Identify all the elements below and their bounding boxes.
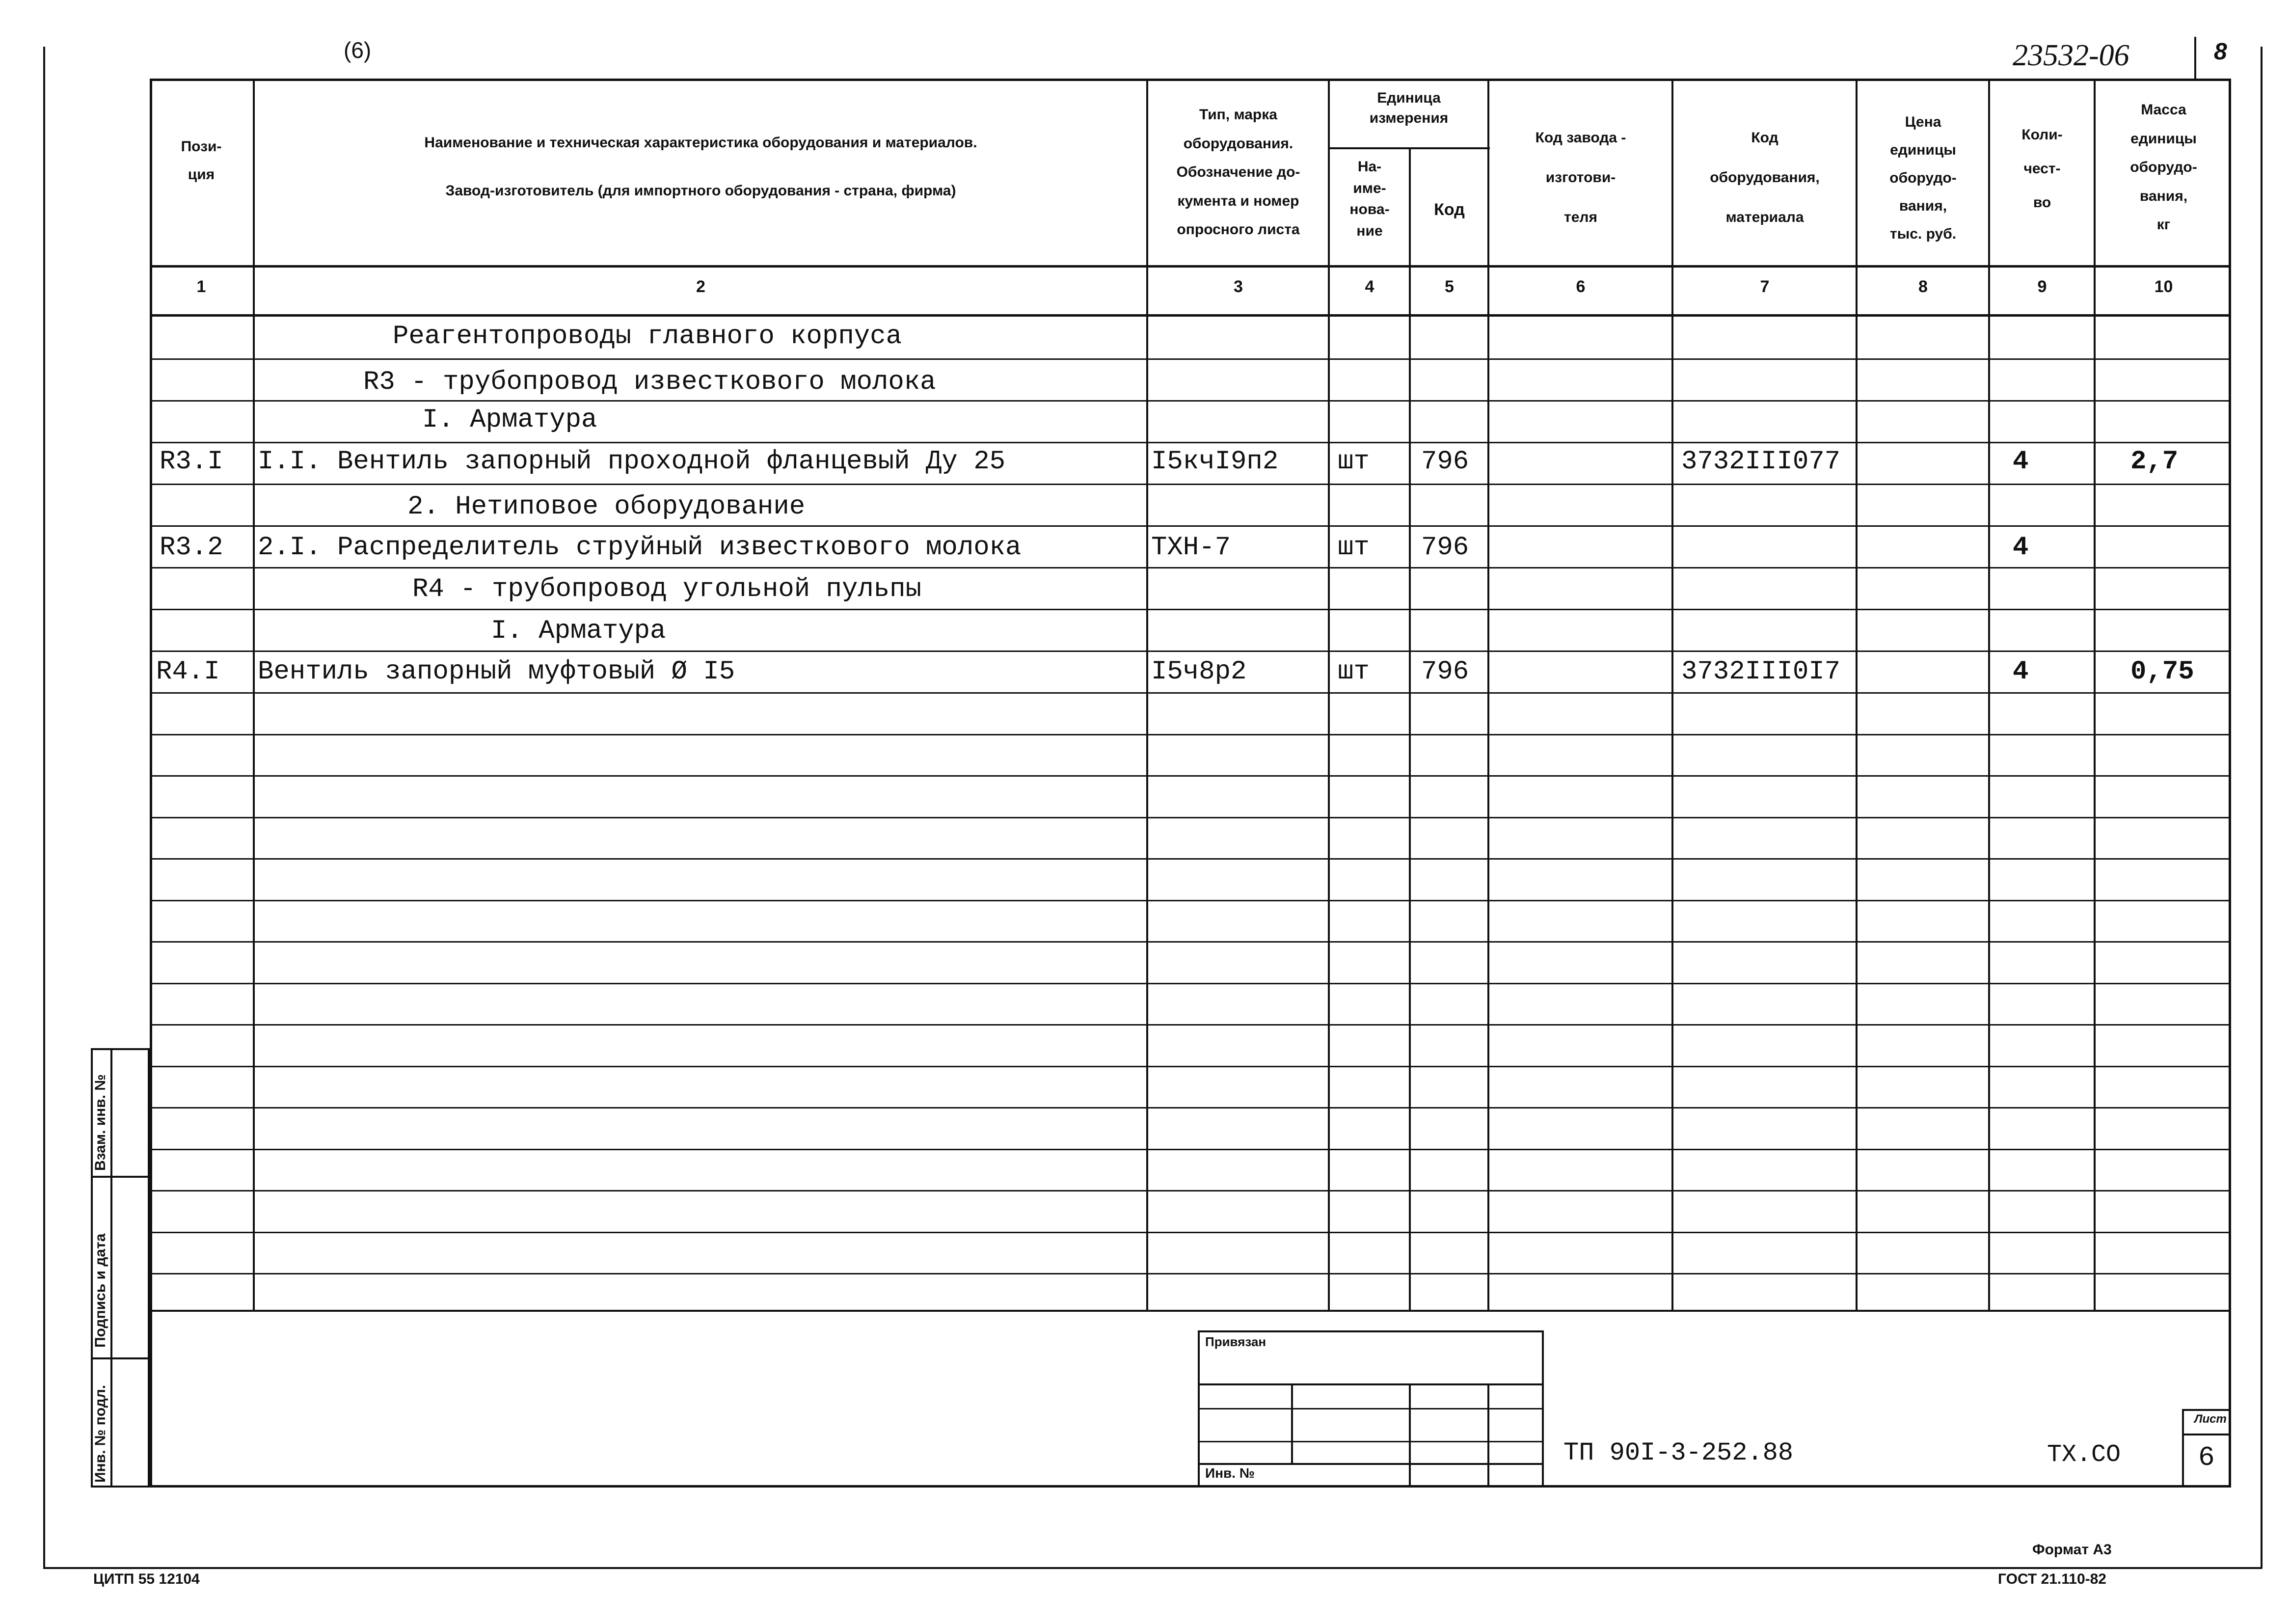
side-stamp-inv-podl: Инв. № подл. xyxy=(92,1384,108,1483)
side-stamp-podpis: Подпись и дата xyxy=(92,1233,108,1348)
row-rule xyxy=(150,734,2231,735)
column-number: 6 xyxy=(1576,277,1586,296)
row-5-code: 796 xyxy=(1421,533,1469,563)
row-rule xyxy=(150,1232,2231,1233)
col-line xyxy=(1988,79,1990,1311)
col-line xyxy=(1146,79,1148,1311)
row-8-name: Вентиль запорный муфтовый Ø I5 xyxy=(258,657,735,687)
row-8-mass: 0,75 xyxy=(2130,657,2194,687)
col-line xyxy=(253,79,255,1311)
colnum-divider xyxy=(150,314,2231,317)
row-rule xyxy=(150,1107,2231,1109)
privyazan-label: Привязан xyxy=(1205,1334,1266,1349)
privyazan-vline xyxy=(1291,1383,1293,1464)
row-rule xyxy=(150,400,2231,402)
row-5-unit: шт xyxy=(1338,533,1370,563)
row-2-name: I. Арматура xyxy=(422,405,597,435)
privyazan-line xyxy=(1198,1441,1544,1442)
header-divider xyxy=(150,265,2231,268)
row-5-quantity: 4 xyxy=(2013,533,2029,563)
row-rule xyxy=(150,1024,2231,1026)
row-rule xyxy=(150,1273,2231,1274)
rows-end-line xyxy=(150,1310,2231,1312)
row-rule xyxy=(150,775,2231,777)
col-line xyxy=(1409,147,1411,1311)
unit-group-divider xyxy=(1328,147,1490,149)
privyazan-vline xyxy=(1487,1383,1489,1488)
row-rule xyxy=(150,650,2231,652)
column-number: 8 xyxy=(1918,277,1928,296)
frame-left xyxy=(43,47,45,1569)
section-code: ТХ.СО xyxy=(2047,1441,2121,1469)
header-price: Цена единицы оборудо- вания, тыс. руб. xyxy=(1889,114,1957,242)
column-number: 9 xyxy=(2037,277,2047,296)
header-name-line2: Завод-изготовитель (для импортного оборудования - страна, фирма) xyxy=(445,183,956,199)
header-unit-code: Код xyxy=(1434,200,1465,219)
corner-page-number: 8 xyxy=(2214,39,2227,65)
corner-divider xyxy=(2194,37,2196,81)
header-position: Пози- ция xyxy=(181,138,222,183)
header-unit-group: Единица измерения xyxy=(1369,90,1449,126)
document-code: ТП 90I-3-252.88 xyxy=(1563,1438,1794,1467)
row-rule xyxy=(150,692,2231,694)
row-rule xyxy=(150,567,2231,568)
row-rule xyxy=(150,817,2231,818)
row-rule xyxy=(150,609,2231,610)
row-8-quantity: 4 xyxy=(2013,657,2029,687)
side-stamp-divider xyxy=(91,1176,150,1178)
column-number: 5 xyxy=(1445,277,1454,296)
column-number: 1 xyxy=(196,277,206,296)
row-rule xyxy=(150,442,2231,443)
row-rule xyxy=(150,941,2231,943)
column-number: 10 xyxy=(2154,277,2173,296)
row-3-material-code: 3732III077 xyxy=(1681,447,1841,477)
header-type: Тип, марка оборудования. Обозначение до- кумента и номер опросного листа xyxy=(1176,107,1300,238)
row-1-name: R3 - трубопровод известкового молока xyxy=(363,367,936,397)
row-3-code: 796 xyxy=(1421,447,1469,477)
row-rule xyxy=(150,1066,2231,1067)
row-3-mass: 2,7 xyxy=(2130,447,2179,477)
row-3-quantity: 4 xyxy=(2013,447,2029,477)
header-quantity: Коли- чест- во xyxy=(2021,127,2063,211)
row-rule xyxy=(150,484,2231,485)
row-rule xyxy=(150,525,2231,527)
header-factory-code: Код завода - изготови- теля xyxy=(1535,130,1626,225)
sheet-top-number: (6) xyxy=(344,37,372,63)
archive-number: 23532-06 xyxy=(2013,39,2129,72)
row-5-name: 2.I. Распределитель струйный известкового молока xyxy=(258,533,1022,563)
privyazan-vline xyxy=(1409,1383,1411,1488)
column-number: 2 xyxy=(696,277,705,296)
row-3-name: I.I. Вентиль запорный проходной фланцевый Ду 25 xyxy=(258,447,1006,477)
row-4-name: 2. Нетиповое оборудование xyxy=(407,492,806,522)
col-line xyxy=(1328,79,1330,1311)
row-3-unit: шт xyxy=(1338,447,1370,477)
side-stamp-vzam: Взам. инв. № xyxy=(92,1074,108,1171)
row-8-position: R4.I xyxy=(156,657,220,687)
sheet-number: 6 xyxy=(2198,1442,2215,1473)
row-rule xyxy=(150,858,2231,860)
header-name-line1: Наименование и техническая характеристика оборудования и материалов. xyxy=(424,135,977,151)
row-7-name: I. Арматура xyxy=(491,616,666,646)
row-rule xyxy=(150,983,2231,984)
col-line xyxy=(1856,79,1858,1311)
row-rule xyxy=(150,1190,2231,1191)
column-number: 3 xyxy=(1234,277,1243,296)
col-line xyxy=(2094,79,2096,1311)
row-rule xyxy=(150,1149,2231,1150)
privyazan-line xyxy=(1198,1408,1544,1409)
row-8-material-code: 3732III0I7 xyxy=(1681,657,1841,687)
side-stamp-divider xyxy=(110,1048,112,1488)
row-8-code: 796 xyxy=(1421,657,1469,687)
header-unit-name: На- име- нова- ние xyxy=(1349,159,1390,239)
inv-no-label: Инв. № xyxy=(1205,1465,1255,1481)
row-rule xyxy=(150,358,2231,360)
row-8-unit: шт xyxy=(1338,657,1370,687)
side-stamp-divider xyxy=(91,1357,150,1359)
header-mass: Масса единицы оборудо- вания, кг xyxy=(2130,102,2197,233)
row-3-type: I5кчI9п2 xyxy=(1151,447,1279,477)
row-6-name: R4 - трубопровод угольной пульпы xyxy=(412,574,921,604)
footer-gost: ГОСТ 21.110-82 xyxy=(1998,1571,2106,1587)
privyazan-line xyxy=(1198,1463,1544,1465)
row-rule xyxy=(150,900,2231,901)
col-line xyxy=(1671,79,1673,1311)
sheet-label: Лист xyxy=(2194,1412,2227,1426)
row-5-position: R3.2 xyxy=(160,533,223,563)
col-line xyxy=(1487,79,1489,1311)
row-3-position: R3.I xyxy=(160,447,223,477)
footer-format: Формат А3 xyxy=(2032,1542,2112,1558)
column-number: 4 xyxy=(1365,277,1374,296)
row-8-type: I5ч8р2 xyxy=(1151,657,1247,687)
header-material-code: Код оборудования, материала xyxy=(1710,130,1820,225)
footer-left-code: ЦИТП 55 12104 xyxy=(93,1571,200,1587)
sheet-box-divider xyxy=(2182,1434,2231,1435)
frame-bottom xyxy=(43,1567,2262,1569)
row-5-type: ТХН-7 xyxy=(1151,533,1231,563)
row-0-name: Реагентопроводы главного корпуса xyxy=(393,322,902,352)
privyazan-line xyxy=(1198,1383,1544,1385)
column-number: 7 xyxy=(1760,277,1770,296)
frame-right xyxy=(2261,47,2263,1569)
